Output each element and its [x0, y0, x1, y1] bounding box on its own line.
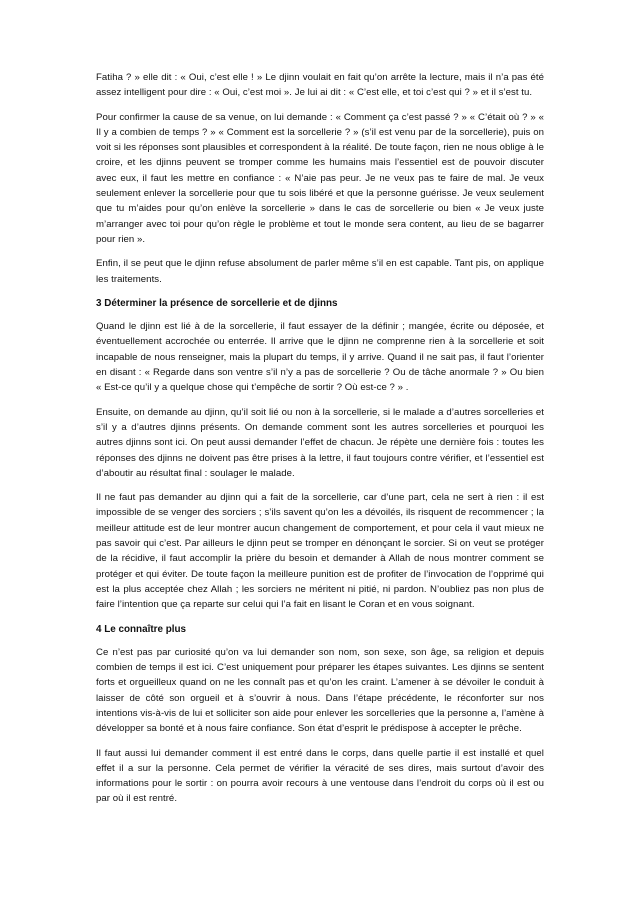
paragraph-confirm-cause: Pour confirmer la cause de sa venue, on lui demande : « Comment ça c’est passé ? » « C’était où ? » « Il y a combien de temps ? » « Comment est la sorcellerie ? » (s’il est venu par de la sorcellerie), puis on voit si les réponses sont plausibles et correspondent à la réalité. De toute façon, rien ne nous oblige à le croire, et les djinns peuvent se tromper comme les humains mais l’essentiel est de pouvoir discuter avec eux, il faut les mettre en confiance : « N’aie pas peur. Je ne veux pas te faire de mal. Je veux seulement enlever la sorcellerie pour que tu sois libéré et que la personne guérisse. Je veux seulement que tu m’aides pour qu’on enlève la sorcellerie » dans le cas de sorcellerie ou bien « Je veux juste m’arranger avec toi pour qu’on règle le problème et tout le monde sera content, au lieu de se bagarrer pour rien ».: [96, 111, 544, 245]
paragraph-do-not-ask-sorcerer: Il ne faut pas demander au djinn qui a fait de la sorcellerie, car d’une part, cela ne sert à rien : il est impossible de se venger des sorciers ; s’ils savent qu’on les a dévoilés, ils risquent de recommencer ; la meilleur attitude est de leur montrer aucun changement de comportement, et pour cela il vaut mieux ne pas savoir qui c’est. Par ailleurs le djinn peut se tromper en dénonçant le sorcier. Si on veut se protéger de la récidive, il faut accomplir la prière du besoin et demander à Allah de nous montrer comment se protéger et qui éviter. De toute façon la meilleure punition est de profiter de l’invocation de l’opprimé qui est la plus acceptée chez Allah ; les sorciers ne méritent ni pitié, ni pardon. N’oubliez pas non plus de faire l’intention que ça reparte sur celui qui l’a fait en lisant le Coran et en vous soignant.: [96, 492, 544, 611]
paragraph-fatiha-dialogue: Fatiha ? » elle dit : « Oui, c’est elle ! » Le djinn voulait en fait qu’on arrête la lecture, mais il n’a pas été assez intelligent pour dire : « Oui, c’est moi ». Je lui ai dit : « C’est elle, et toi c’est qui ? » et il s’est tu.: [96, 72, 544, 99]
paragraph-other-djinns: Ensuite, on demande au djinn, qu’il soit lié ou non à la sorcellerie, si le malade a d’autres sorcelleries et s’il y a d’autres djinns présents. On demande comment sont les autres sorcelleries et pourquoi les autres djinns sont ici. On peut aussi demander l’effet de chacun. Je répète une dernière fois : toutes les réponses des djinns ne doivent pas être prises à la lettre, il faut toujours contre vérifier, et l’essentiel est d’aboutir au résultat final : soulager le malade.: [96, 406, 544, 479]
paragraph-djinn-refuses: Enfin, il se peut que le djinn refuse absolument de parler même s’il en est capable. Tant pis, on applique les traitements.: [96, 258, 544, 285]
paragraph-define-sorcery: Quand le djinn est lié à de la sorcellerie, il faut essayer de la définir ; mangée, écrite ou déposée, et éventuellement accrochée ou enterrée. Il arrive que le djinn ne comprenne rien à la sorcellerie et soit incapable de nous renseigner, mais la plupart du temps, il y arrive. Quand il ne sait pas, il faut l’orienter en disant : « Regarde dans son ventre s’il n’y a pas de sorcellerie ? Ou de tâche anormale ? » Ou bien « Est-ce qu’il y a quelque chose qui t’empêche de sortir ? Où est-ce ? » .: [96, 321, 544, 394]
paragraph-know-more: Ce n’est pas par curiosité qu’on va lui demander son nom, son sexe, son âge, sa religion et depuis combien de temps il est ici. C’est uniquement pour préparer les étapes suivantes. Les djinns se sentent forts et orgueilleux quand on ne les connaît pas et qu’on les craint. L’amener à se dévoiler le conduit à laisser de côté son orgueil et à s’ouvrir à nous. Dans l’étape précédente, le réconforter sur nos intentions vis-à-vis de lui et solliciter son aide pour enlever les sorcelleries que la personne a, l’amène à développer sa bonté et à nous faire confiance. Son état d’esprit le prédispose à accepter le prêche.: [96, 646, 544, 735]
document-page: [96, 70, 544, 816]
section-heading-3: 3 Déterminer la présence de sorcellerie et de djinns: [96, 297, 338, 309]
paragraph-how-entered: Il faut aussi lui demander comment il est entré dans le corps, dans quelle partie il est installé et quel effet il a sur la personne. Cela permet de vérifier la véracité de ses dires, mais surtout d’avoir des informations pour le sortir : on pourra avoir recours à une ventouse dans l’endroit du corps où il est ou par où il est rentré.: [96, 747, 544, 805]
section-heading-4: 4 Le connaître plus: [96, 623, 186, 635]
